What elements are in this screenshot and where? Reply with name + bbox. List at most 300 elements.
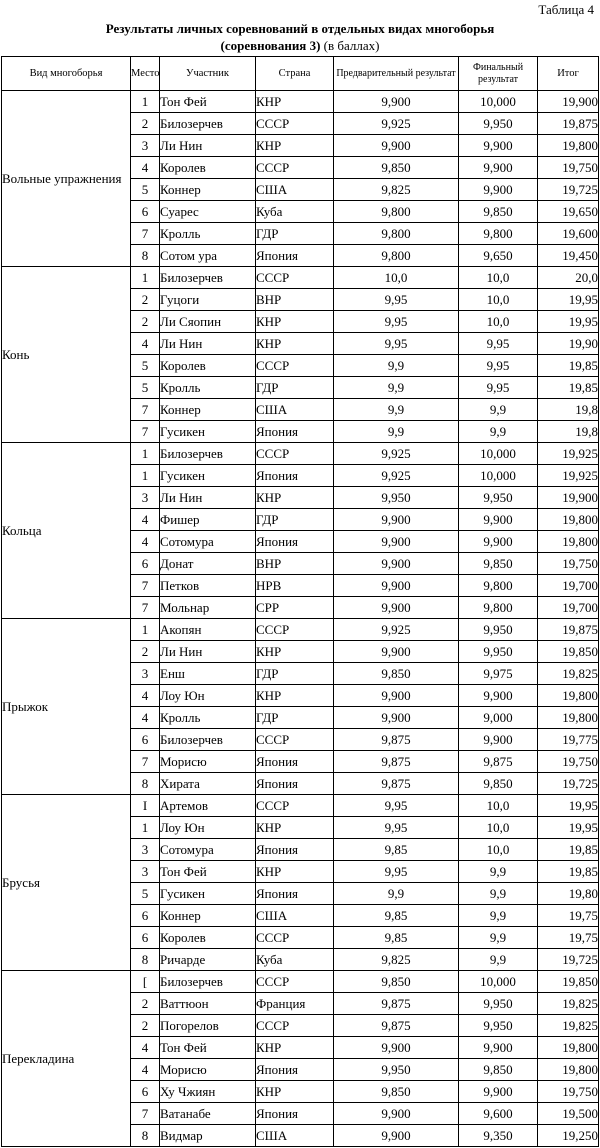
prelim-cell: 9,825: [334, 949, 459, 971]
place-cell: 7: [131, 421, 160, 443]
table-row: [2, 795, 599, 817]
athlete-cell: Ваттюон: [160, 993, 256, 1015]
prelim-cell: 9,900: [334, 135, 459, 157]
country-cell: Япония: [256, 1059, 334, 1081]
final-cell: 9,950: [459, 993, 538, 1015]
athlete-cell: Билозерчев: [160, 729, 256, 751]
total-cell: 19,750: [538, 553, 599, 575]
final-cell: 9,800: [459, 223, 538, 245]
country-cell: КНР: [256, 817, 334, 839]
place-cell: 7: [131, 751, 160, 773]
total-cell: 19,800: [538, 1037, 599, 1059]
prelim-cell: 9,900: [334, 575, 459, 597]
place-cell: 3: [131, 663, 160, 685]
athlete-cell: Енш: [160, 663, 256, 685]
prelim-cell: 9,925: [334, 113, 459, 135]
country-cell: СССР: [256, 1015, 334, 1037]
table-body: [2, 91, 599, 1147]
country-cell: Франция: [256, 993, 334, 1015]
total-cell: 19,925: [538, 443, 599, 465]
prelim-cell: 9,850: [334, 157, 459, 179]
final-cell: 9,650: [459, 245, 538, 267]
athlete-cell: Кролль: [160, 223, 256, 245]
country-cell: СССР: [256, 971, 334, 993]
athlete-cell: Ху Чжиян: [160, 1081, 256, 1103]
country-cell: Япония: [256, 773, 334, 795]
place-cell: 7: [131, 399, 160, 421]
place-cell: 2: [131, 289, 160, 311]
country-cell: СССР: [256, 267, 334, 289]
final-cell: 9,95: [459, 333, 538, 355]
country-cell: КНР: [256, 135, 334, 157]
final-cell: 9,900: [459, 509, 538, 531]
country-cell: Куба: [256, 201, 334, 223]
event-name-cell: Вольные упражнения: [2, 91, 131, 267]
country-cell: КНР: [256, 311, 334, 333]
total-cell: 19,800: [538, 531, 599, 553]
place-cell: 3: [131, 487, 160, 509]
final-cell: 10,0: [459, 839, 538, 861]
place-cell: 6: [131, 927, 160, 949]
place-cell: 2: [131, 1015, 160, 1037]
place-cell: 4: [131, 531, 160, 553]
final-cell: 10,0: [459, 817, 538, 839]
total-cell: 19,8: [538, 399, 599, 421]
final-cell: 9,850: [459, 773, 538, 795]
prelim-cell: 9,9: [334, 355, 459, 377]
total-cell: 19,750: [538, 1081, 599, 1103]
final-cell: 10,000: [459, 465, 538, 487]
prelim-cell: 9,95: [334, 333, 459, 355]
total-cell: 19,85: [538, 377, 599, 399]
place-cell: 7: [131, 575, 160, 597]
table-row: [2, 619, 599, 641]
country-cell: СССР: [256, 619, 334, 641]
total-cell: 19,800: [538, 1059, 599, 1081]
athlete-cell: Билозерчев: [160, 971, 256, 993]
athlete-cell: Суарес: [160, 201, 256, 223]
athlete-cell: Акопян: [160, 619, 256, 641]
place-cell: 5: [131, 883, 160, 905]
table-header: [2, 57, 599, 91]
country-cell: Япония: [256, 751, 334, 773]
total-cell: 19,85: [538, 839, 599, 861]
final-cell: 9,850: [459, 201, 538, 223]
country-cell: ВНР: [256, 289, 334, 311]
total-cell: 20,0: [538, 267, 599, 289]
place-cell: I: [131, 795, 160, 817]
header-country: Страна: [256, 57, 334, 91]
athlete-cell: Гусикен: [160, 465, 256, 487]
prelim-cell: 9,900: [334, 553, 459, 575]
final-cell: 9,000: [459, 707, 538, 729]
total-cell: 19,95: [538, 311, 599, 333]
country-cell: КНР: [256, 1081, 334, 1103]
prelim-cell: 9,850: [334, 663, 459, 685]
place-cell: 7: [131, 1103, 160, 1125]
athlete-cell: Хирата: [160, 773, 256, 795]
country-cell: СССР: [256, 355, 334, 377]
place-cell: 1: [131, 91, 160, 113]
country-cell: СССР: [256, 729, 334, 751]
athlete-cell: Морисю: [160, 751, 256, 773]
place-cell: 6: [131, 729, 160, 751]
total-cell: 19,825: [538, 1015, 599, 1037]
total-cell: 19,900: [538, 487, 599, 509]
place-cell: 3: [131, 839, 160, 861]
final-cell: 10,000: [459, 971, 538, 993]
prelim-cell: 9,800: [334, 245, 459, 267]
prelim-cell: 9,875: [334, 993, 459, 1015]
total-cell: 19,725: [538, 773, 599, 795]
results-table: [1, 56, 599, 1147]
event-name-cell: Перекладина: [2, 971, 131, 1147]
prelim-cell: 9,95: [334, 795, 459, 817]
place-cell: 4: [131, 1037, 160, 1059]
final-cell: 9,9: [459, 421, 538, 443]
final-cell: 10,0: [459, 795, 538, 817]
final-cell: 9,900: [459, 531, 538, 553]
country-cell: КНР: [256, 91, 334, 113]
final-cell: 9,600: [459, 1103, 538, 1125]
final-cell: 10,0: [459, 311, 538, 333]
header-total: Итог: [538, 57, 599, 91]
header-final: Финальный результат: [459, 57, 538, 91]
final-cell: 9,350: [459, 1125, 538, 1147]
prelim-cell: 9,800: [334, 201, 459, 223]
country-cell: ГДР: [256, 509, 334, 531]
total-cell: 19,700: [538, 575, 599, 597]
prelim-cell: 10,0: [334, 267, 459, 289]
athlete-cell: Погорелов: [160, 1015, 256, 1037]
country-cell: НРВ: [256, 575, 334, 597]
prelim-cell: 9,800: [334, 223, 459, 245]
place-cell: 5: [131, 179, 160, 201]
country-cell: Куба: [256, 949, 334, 971]
place-cell: 8: [131, 949, 160, 971]
country-cell: Япония: [256, 1103, 334, 1125]
athlete-cell: Королев: [160, 157, 256, 179]
final-cell: 9,900: [459, 1037, 538, 1059]
prelim-cell: 9,900: [334, 1125, 459, 1147]
table-row: [2, 267, 599, 289]
total-cell: 19,825: [538, 663, 599, 685]
final-cell: 9,875: [459, 751, 538, 773]
place-cell: 3: [131, 135, 160, 157]
athlete-cell: Билозерчев: [160, 113, 256, 135]
place-cell: 5: [131, 377, 160, 399]
final-cell: 10,000: [459, 443, 538, 465]
place-cell: 8: [131, 1125, 160, 1147]
table-number: Таблица 4: [538, 2, 594, 17]
total-cell: 19,95: [538, 289, 599, 311]
event-name-cell: Конь: [2, 267, 131, 443]
final-cell: 9,800: [459, 575, 538, 597]
prelim-cell: 9,850: [334, 971, 459, 993]
athlete-cell: Сотомура: [160, 531, 256, 553]
total-cell: 19,850: [538, 971, 599, 993]
total-cell: 19,725: [538, 949, 599, 971]
total-cell: 19,600: [538, 223, 599, 245]
header-place: Место: [131, 57, 160, 91]
athlete-cell: Сотом ура: [160, 245, 256, 267]
title-line-1: Результаты личных соревнований в отдельных видах многоборья: [105, 21, 495, 36]
total-cell: 19,95: [538, 817, 599, 839]
final-cell: 9,850: [459, 1059, 538, 1081]
final-cell: 9,975: [459, 663, 538, 685]
country-cell: Япония: [256, 465, 334, 487]
final-cell: 9,900: [459, 685, 538, 707]
place-cell: 2: [131, 641, 160, 663]
athlete-cell: Гуцоги: [160, 289, 256, 311]
athlete-cell: Гусикен: [160, 883, 256, 905]
country-cell: КНР: [256, 1037, 334, 1059]
country-cell: СССР: [256, 443, 334, 465]
athlete-cell: Донат: [160, 553, 256, 575]
total-cell: 19,450: [538, 245, 599, 267]
athlete-cell: Ли Нин: [160, 135, 256, 157]
final-cell: 9,9: [459, 905, 538, 927]
athlete-cell: Тон Фей: [160, 861, 256, 883]
table-row: [2, 91, 599, 113]
athlete-cell: Коннер: [160, 905, 256, 927]
total-cell: 19,250: [538, 1125, 599, 1147]
place-cell: 6: [131, 553, 160, 575]
final-cell: 9,900: [459, 135, 538, 157]
header-row: [2, 57, 599, 91]
place-cell: 4: [131, 707, 160, 729]
prelim-cell: 9,950: [334, 487, 459, 509]
title-line-2: (соревнования 3): [220, 38, 321, 53]
final-cell: 9,900: [459, 1081, 538, 1103]
place-cell: 2: [131, 311, 160, 333]
prelim-cell: 9,9: [334, 883, 459, 905]
prelim-cell: 9,850: [334, 1081, 459, 1103]
total-cell: 19,725: [538, 179, 599, 201]
total-cell: 19,8: [538, 421, 599, 443]
athlete-cell: Морисю: [160, 1059, 256, 1081]
place-cell: [: [131, 971, 160, 993]
prelim-cell: 9,925: [334, 443, 459, 465]
country-cell: Япония: [256, 531, 334, 553]
country-cell: Япония: [256, 245, 334, 267]
athlete-cell: Ричарде: [160, 949, 256, 971]
place-cell: 3: [131, 861, 160, 883]
place-cell: 4: [131, 1059, 160, 1081]
athlete-cell: Гусикен: [160, 421, 256, 443]
prelim-cell: 9,900: [334, 1037, 459, 1059]
total-cell: 19,90: [538, 333, 599, 355]
final-cell: 10,0: [459, 267, 538, 289]
place-cell: 5: [131, 355, 160, 377]
event-name-cell: Прыжок: [2, 619, 131, 795]
country-cell: КНР: [256, 333, 334, 355]
athlete-cell: Артемов: [160, 795, 256, 817]
prelim-cell: 9,900: [334, 707, 459, 729]
table-row: [2, 443, 599, 465]
title-units: (в баллах): [320, 38, 380, 53]
athlete-cell: Ли Нин: [160, 641, 256, 663]
total-cell: 19,850: [538, 641, 599, 663]
country-cell: США: [256, 905, 334, 927]
final-cell: 9,950: [459, 1015, 538, 1037]
athlete-cell: Ватанабе: [160, 1103, 256, 1125]
final-cell: 9,9: [459, 927, 538, 949]
total-cell: 19,700: [538, 597, 599, 619]
total-cell: 19,80: [538, 883, 599, 905]
final-cell: 9,900: [459, 157, 538, 179]
country-cell: Япония: [256, 839, 334, 861]
total-cell: 19,800: [538, 685, 599, 707]
country-cell: ВНР: [256, 553, 334, 575]
final-cell: 9,9: [459, 399, 538, 421]
total-cell: 19,925: [538, 465, 599, 487]
final-cell: 9,9: [459, 883, 538, 905]
country-cell: ГДР: [256, 707, 334, 729]
prelim-cell: 9,9: [334, 399, 459, 421]
country-cell: КНР: [256, 487, 334, 509]
total-cell: 19,750: [538, 157, 599, 179]
athlete-cell: Тон Фей: [160, 1037, 256, 1059]
final-cell: 9,9: [459, 949, 538, 971]
country-cell: СССР: [256, 113, 334, 135]
final-cell: 9,950: [459, 619, 538, 641]
place-cell: 1: [131, 267, 160, 289]
final-cell: 9,800: [459, 597, 538, 619]
prelim-cell: 9,85: [334, 839, 459, 861]
prelim-cell: 9,900: [334, 597, 459, 619]
final-cell: 9,950: [459, 113, 538, 135]
athlete-cell: Кролль: [160, 707, 256, 729]
athlete-cell: Кролль: [160, 377, 256, 399]
final-cell: 10,0: [459, 289, 538, 311]
prelim-cell: 9,925: [334, 465, 459, 487]
final-cell: 9,950: [459, 641, 538, 663]
prelim-cell: 9,900: [334, 641, 459, 663]
total-cell: 19,875: [538, 113, 599, 135]
prelim-cell: 9,9: [334, 377, 459, 399]
total-cell: 19,875: [538, 619, 599, 641]
prelim-cell: 9,875: [334, 773, 459, 795]
country-cell: США: [256, 179, 334, 201]
prelim-cell: 9,950: [334, 1059, 459, 1081]
country-cell: КНР: [256, 685, 334, 707]
country-cell: СССР: [256, 927, 334, 949]
athlete-cell: Лоу Юн: [160, 817, 256, 839]
table-row: [2, 971, 599, 993]
event-name-cell: Кольца: [2, 443, 131, 619]
country-cell: СССР: [256, 157, 334, 179]
event-name-cell: Брусья: [2, 795, 131, 971]
place-cell: 2: [131, 113, 160, 135]
athlete-cell: Лоу Юн: [160, 685, 256, 707]
country-cell: КНР: [256, 641, 334, 663]
country-cell: ГДР: [256, 223, 334, 245]
prelim-cell: 9,875: [334, 729, 459, 751]
final-cell: 9,95: [459, 355, 538, 377]
athlete-cell: Билозерчев: [160, 267, 256, 289]
country-cell: СРР: [256, 597, 334, 619]
athlete-cell: Ли Сяопин: [160, 311, 256, 333]
prelim-cell: 9,900: [334, 91, 459, 113]
athlete-cell: Билозерчев: [160, 443, 256, 465]
prelim-cell: 9,875: [334, 751, 459, 773]
country-cell: Япония: [256, 883, 334, 905]
athlete-cell: Тон Фей: [160, 91, 256, 113]
header-athlete: Участник: [160, 57, 256, 91]
country-cell: СССР: [256, 795, 334, 817]
total-cell: 19,85: [538, 861, 599, 883]
country-cell: ГДР: [256, 377, 334, 399]
table-title: [0, 20, 600, 54]
prelim-cell: 9,85: [334, 927, 459, 949]
prelim-cell: 9,900: [334, 531, 459, 553]
header-event: Вид многоборья: [2, 57, 131, 91]
athlete-cell: Королев: [160, 355, 256, 377]
total-cell: 19,825: [538, 993, 599, 1015]
place-cell: 4: [131, 509, 160, 531]
place-cell: 1: [131, 817, 160, 839]
place-cell: 6: [131, 905, 160, 927]
place-cell: 4: [131, 157, 160, 179]
athlete-cell: Ли Нин: [160, 333, 256, 355]
total-cell: 19,650: [538, 201, 599, 223]
total-cell: 19,75: [538, 905, 599, 927]
place-cell: 8: [131, 773, 160, 795]
athlete-cell: Ли Нин: [160, 487, 256, 509]
prelim-cell: 9,875: [334, 1015, 459, 1037]
prelim-cell: 9,825: [334, 179, 459, 201]
place-cell: 7: [131, 223, 160, 245]
country-cell: КНР: [256, 861, 334, 883]
total-cell: 19,75: [538, 927, 599, 949]
final-cell: 9,950: [459, 487, 538, 509]
athlete-cell: Коннер: [160, 179, 256, 201]
total-cell: 19,85: [538, 355, 599, 377]
place-cell: 4: [131, 333, 160, 355]
place-cell: 2: [131, 993, 160, 1015]
place-cell: 1: [131, 465, 160, 487]
place-cell: 6: [131, 1081, 160, 1103]
prelim-cell: 9,95: [334, 817, 459, 839]
final-cell: 10,000: [459, 91, 538, 113]
country-cell: ГДР: [256, 663, 334, 685]
final-cell: 9,900: [459, 179, 538, 201]
header-prelim: Предварительный результат: [334, 57, 459, 91]
total-cell: 19,800: [538, 707, 599, 729]
athlete-cell: Петков: [160, 575, 256, 597]
athlete-cell: Коннер: [160, 399, 256, 421]
prelim-cell: 9,95: [334, 861, 459, 883]
total-cell: 19,750: [538, 751, 599, 773]
prelim-cell: 9,9: [334, 421, 459, 443]
place-cell: 4: [131, 685, 160, 707]
place-cell: 1: [131, 443, 160, 465]
prelim-cell: 9,95: [334, 311, 459, 333]
prelim-cell: 9,925: [334, 619, 459, 641]
prelim-cell: 9,900: [334, 509, 459, 531]
place-cell: 1: [131, 619, 160, 641]
final-cell: 9,850: [459, 553, 538, 575]
prelim-cell: 9,900: [334, 1103, 459, 1125]
country-cell: США: [256, 399, 334, 421]
prelim-cell: 9,85: [334, 905, 459, 927]
final-cell: 9,900: [459, 729, 538, 751]
total-cell: 19,500: [538, 1103, 599, 1125]
place-cell: 8: [131, 245, 160, 267]
total-cell: 19,800: [538, 509, 599, 531]
athlete-cell: Королев: [160, 927, 256, 949]
